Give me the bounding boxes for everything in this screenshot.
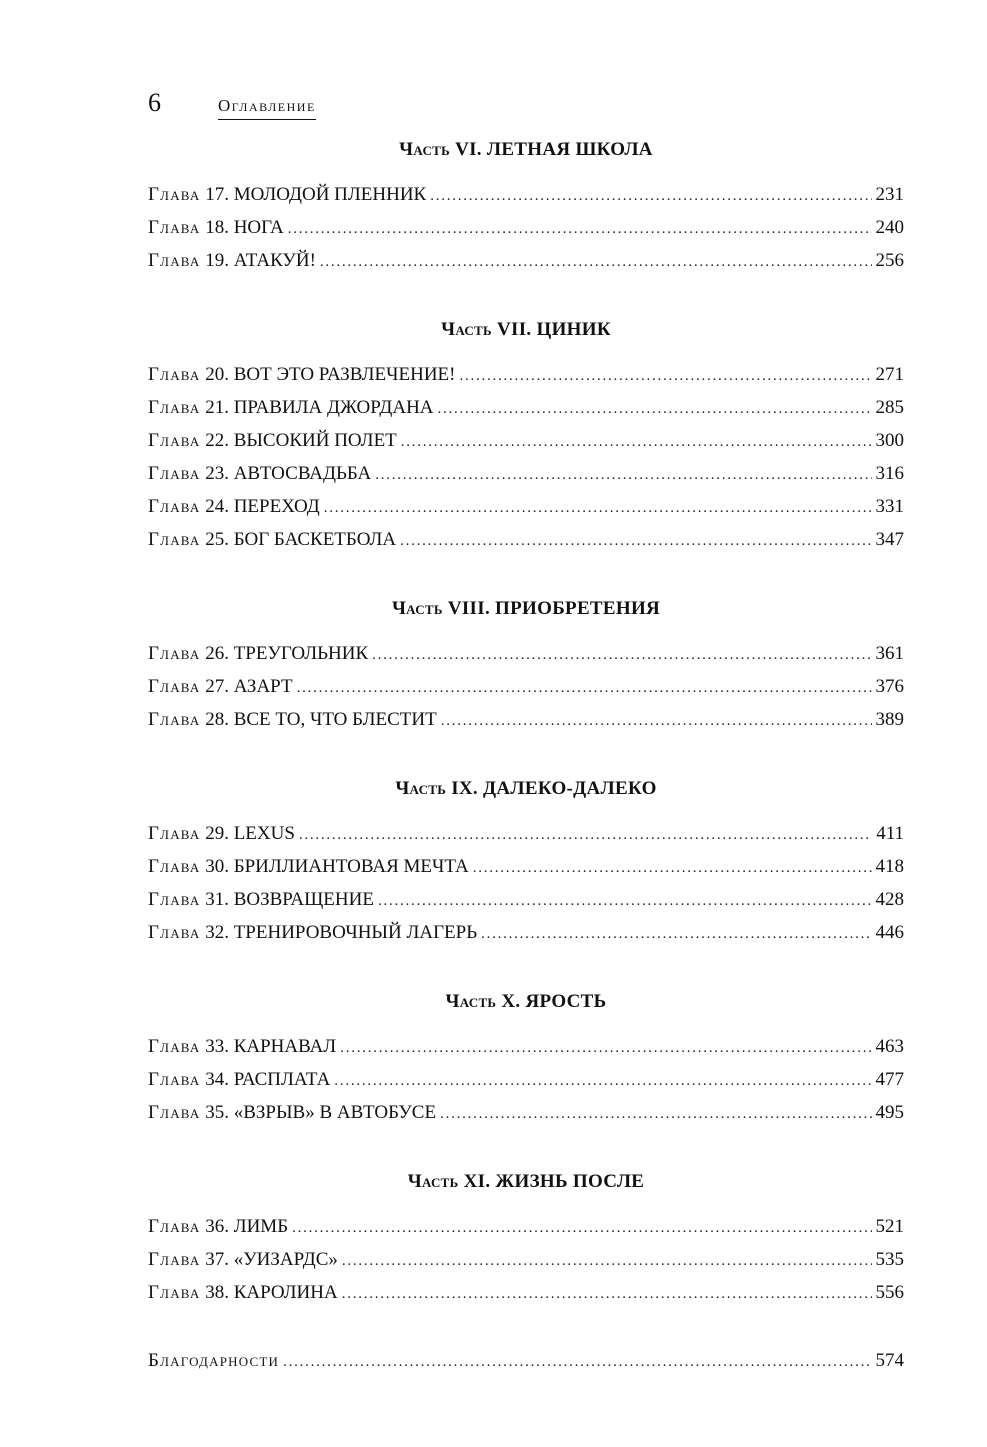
page-ref: 285 — [875, 397, 904, 418]
dot-leader — [334, 1065, 871, 1098]
dot-leader — [441, 705, 872, 738]
chapter-label — [148, 850, 469, 883]
dot-leader — [440, 1098, 871, 1131]
part-title: VIII. ПРИОБРЕТЕНИЯ — [447, 598, 661, 619]
toc-entry[interactable] — [148, 703, 904, 736]
chapter-title: 38. КАРОЛИНА — [205, 1282, 338, 1303]
toc-entry[interactable] — [148, 358, 904, 391]
dot-leader — [288, 213, 872, 246]
page-ref: 495 — [875, 1102, 904, 1123]
chapter-word: Глава — [148, 1216, 201, 1237]
dot-leader — [342, 1278, 872, 1311]
chapter-title: 30. БРИЛЛИАНТОВАЯ МЕЧТА — [205, 856, 469, 877]
page-ref: 271 — [875, 364, 904, 385]
chapter-label — [148, 490, 320, 523]
part-title: VII. ЦИНИК — [497, 319, 611, 340]
dot-leader — [283, 1346, 871, 1379]
chapter-label — [148, 1210, 288, 1243]
chapter-label — [148, 1030, 336, 1063]
page-ref: 418 — [875, 856, 904, 877]
chapter-label — [148, 178, 426, 211]
chapter-title: 27. АЗАРТ — [205, 676, 293, 697]
page-ref: 535 — [875, 1249, 904, 1270]
part-word: Часть — [445, 991, 497, 1012]
dot-leader — [320, 246, 872, 279]
chapter-word: Глава — [148, 676, 201, 697]
toc-entry-acknowledgements[interactable] — [148, 1344, 904, 1377]
toc-part — [148, 771, 904, 949]
chapter-title: 20. ВОТ ЭТО РАЗВЛЕЧЕНИЕ! — [205, 364, 456, 385]
chapter-word: Глава — [148, 364, 201, 385]
chapter-word: Глава — [148, 217, 201, 238]
toc-entry[interactable] — [148, 523, 904, 556]
dot-leader — [438, 393, 872, 426]
chapter-label — [148, 457, 371, 490]
chapter-title: 37. «УИЗАРДС» — [205, 1249, 338, 1270]
chapter-title: 31. ВОЗВРАЩЕНИЕ — [205, 889, 374, 910]
dot-leader — [400, 525, 871, 558]
running-head-title: Оглавление — [218, 96, 316, 120]
chapter-word: Глава — [148, 529, 201, 550]
chapter-word: Глава — [148, 1036, 201, 1057]
part-title: X. ЯРОСТЬ — [501, 991, 607, 1012]
chapter-title: 28. ВСЕ ТО, ЧТО БЛЕСТИТ — [205, 709, 437, 730]
chapter-title: 24. ПЕРЕХОД — [205, 496, 320, 517]
toc-part — [148, 984, 904, 1129]
chapter-label — [148, 1243, 338, 1276]
chapter-label — [148, 244, 316, 277]
chapter-title: 22. ВЫСОКИЙ ПОЛЕТ — [205, 430, 397, 451]
dot-leader — [459, 360, 871, 393]
toc-entry[interactable] — [148, 1096, 904, 1129]
toc-entry[interactable] — [148, 1276, 904, 1309]
chapter-title: 17. МОЛОДОЙ ПЛЕННИК — [205, 184, 427, 205]
page-ref: 428 — [875, 889, 904, 910]
chapter-word: Глава — [148, 1069, 201, 1090]
chapter-word: Глава — [148, 1249, 201, 1270]
toc-part — [148, 1164, 904, 1309]
chapter-label — [148, 1063, 330, 1096]
dot-leader — [473, 852, 872, 885]
page-ref: 361 — [875, 643, 904, 664]
part-heading — [148, 771, 904, 807]
chapter-title: 36. ЛИМБ — [205, 1216, 289, 1237]
toc-entry[interactable] — [148, 1243, 904, 1276]
acknowledgements-label: Благодарности — [148, 1350, 280, 1371]
chapter-label — [148, 358, 455, 391]
chapter-label — [148, 637, 368, 670]
part-word: Часть — [391, 598, 443, 619]
page-ref: 389 — [875, 709, 904, 730]
chapter-title: 26. ТРЕУГОЛЬНИК — [205, 643, 369, 664]
toc-entry[interactable] — [148, 391, 904, 424]
chapter-word: Глава — [148, 184, 201, 205]
chapter-word: Глава — [148, 496, 201, 517]
chapter-word: Глава — [148, 823, 201, 844]
chapter-title: 32. ТРЕНИРОВОЧНЫЙ ЛАГЕРЬ — [205, 922, 478, 943]
dot-leader — [324, 492, 872, 525]
part-word: Часть — [407, 1171, 459, 1192]
dot-leader — [401, 426, 872, 459]
part-heading — [148, 132, 904, 168]
chapter-label — [148, 1276, 338, 1309]
part-word: Часть — [399, 139, 450, 160]
running-head — [148, 88, 316, 120]
toc-entry[interactable] — [148, 457, 904, 490]
chapter-word: Глава — [148, 889, 201, 910]
chapter-title: 35. «ВЗРЫВ» В АВТОБУСЕ — [205, 1102, 437, 1123]
part-title: VI. ЛЕТНАЯ ШКОЛА — [455, 139, 653, 160]
toc-entry[interactable] — [148, 490, 904, 523]
toc-part — [148, 591, 904, 736]
toc-entry[interactable] — [148, 916, 904, 949]
dot-leader — [292, 1212, 871, 1245]
chapter-word: Глава — [148, 922, 201, 943]
part-heading — [148, 1164, 904, 1200]
chapter-title: 33. КАРНАВАЛ — [205, 1036, 337, 1057]
toc-entry[interactable] — [148, 1063, 904, 1096]
page-ref: 376 — [875, 676, 904, 697]
dot-leader — [430, 180, 871, 213]
toc-part — [148, 312, 904, 556]
page-ref: 347 — [875, 529, 904, 550]
part-heading — [148, 984, 904, 1020]
toc-entry[interactable] — [148, 670, 904, 703]
chapter-title: 19. АТАКУЙ! — [205, 250, 316, 271]
chapter-label — [148, 391, 434, 424]
chapter-title: 18. НОГА — [205, 217, 284, 238]
chapter-word: Глава — [148, 856, 201, 877]
toc-entry[interactable] — [148, 1030, 904, 1063]
part-word: Часть — [395, 778, 447, 799]
chapter-label — [148, 424, 397, 457]
chapter-word: Глава — [148, 643, 201, 664]
toc-entry[interactable] — [148, 211, 904, 244]
toc-entry[interactable] — [148, 178, 904, 211]
chapter-word: Глава — [148, 397, 201, 418]
part-heading — [148, 312, 904, 348]
dot-leader — [299, 819, 872, 852]
page-number: 6 — [148, 88, 161, 117]
chapter-word: Глава — [148, 463, 201, 484]
page-ref: 477 — [875, 1069, 904, 1090]
chapter-word: Глава — [148, 1102, 201, 1123]
dot-leader — [372, 639, 871, 672]
chapter-label — [148, 211, 284, 244]
chapter-word: Глава — [148, 250, 201, 271]
chapter-word: Глава — [148, 430, 201, 451]
page-ref: 411 — [876, 823, 904, 844]
toc-entry[interactable] — [148, 883, 904, 916]
dot-leader — [375, 459, 871, 492]
page-ref: 556 — [875, 1282, 904, 1303]
chapter-title: 29. LEXUS — [205, 823, 295, 844]
chapter-label — [148, 670, 293, 703]
toc-entry[interactable] — [148, 850, 904, 883]
dot-leader — [378, 885, 872, 918]
chapter-word: Глава — [148, 1282, 201, 1303]
dot-leader — [481, 918, 871, 951]
part-word: Часть — [441, 319, 492, 340]
chapter-label — [148, 817, 295, 850]
toc-entry[interactable] — [148, 1210, 904, 1243]
part-title: IX. ДАЛЕКО-ДАЛЕКО — [451, 778, 657, 799]
dot-leader — [297, 672, 872, 705]
part-title: XI. ЖИЗНЬ ПОСЛЕ — [463, 1171, 645, 1192]
toc-entry[interactable] — [148, 424, 904, 457]
chapter-label — [148, 1096, 436, 1129]
chapter-title: 25. БОГ БАСКЕТБОЛА — [205, 529, 397, 550]
page-ref: 316 — [875, 463, 904, 484]
part-heading — [148, 591, 904, 627]
page-ref: 331 — [875, 496, 904, 517]
chapter-word: Глава — [148, 709, 201, 730]
toc-part — [148, 132, 904, 277]
page-ref: 256 — [875, 250, 904, 271]
page-ref: 446 — [875, 922, 904, 943]
toc-entry[interactable] — [148, 244, 904, 277]
chapter-label — [148, 703, 437, 736]
page-ref: 463 — [875, 1036, 904, 1057]
table-of-contents — [148, 132, 904, 1377]
chapter-title: 23. АВТОСВАДЬБА — [205, 463, 372, 484]
dot-leader — [342, 1245, 872, 1278]
page-ref: 574 — [875, 1350, 904, 1371]
toc-entry[interactable] — [148, 637, 904, 670]
chapter-label — [148, 883, 374, 916]
page-ref: 521 — [875, 1216, 904, 1237]
toc-entry[interactable] — [148, 817, 904, 850]
page-ref: 231 — [875, 184, 904, 205]
chapter-title: 21. ПРАВИЛА ДЖОРДАНА — [205, 397, 434, 418]
chapter-label — [148, 523, 396, 556]
chapter-title: 34. РАСПЛАТА — [205, 1069, 331, 1090]
page-ref: 240 — [875, 217, 904, 238]
dot-leader — [340, 1032, 871, 1065]
chapter-label — [148, 916, 477, 949]
page-ref: 300 — [875, 430, 904, 451]
